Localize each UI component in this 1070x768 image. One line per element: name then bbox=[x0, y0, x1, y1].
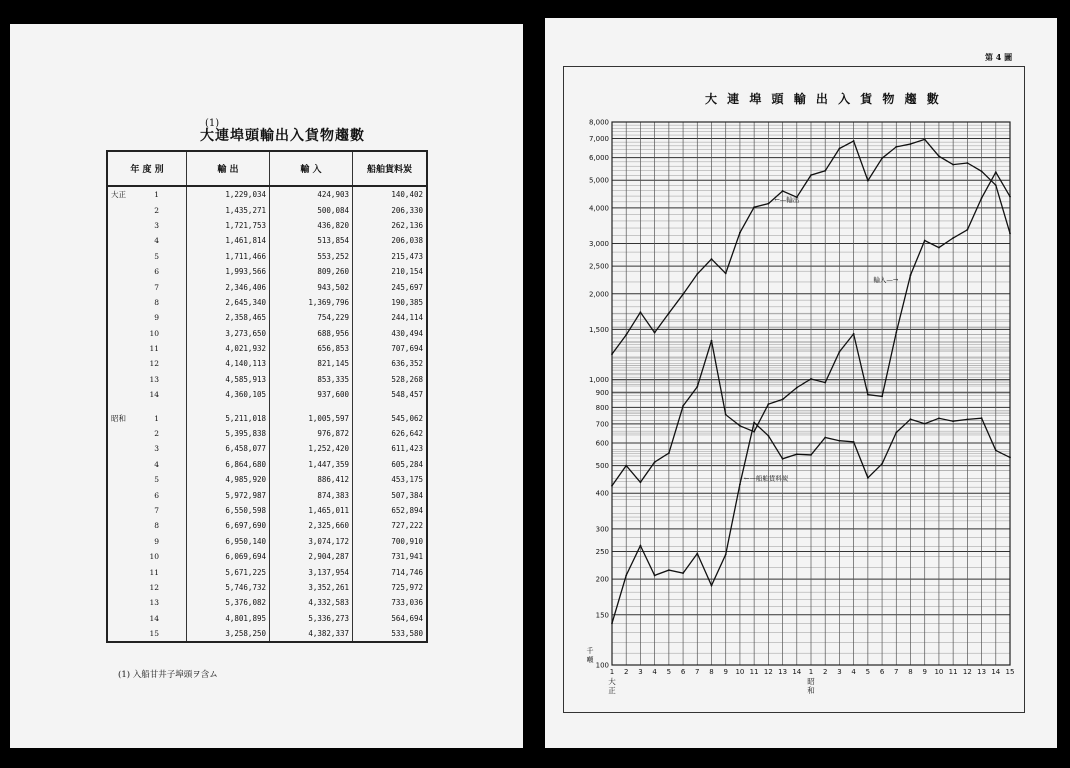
data-point bbox=[696, 553, 698, 555]
data-point bbox=[654, 332, 656, 334]
data-point bbox=[796, 453, 798, 455]
x-tick-label: 12 bbox=[763, 668, 773, 676]
data-point bbox=[910, 143, 912, 145]
unit-label: 噸 bbox=[586, 656, 594, 664]
y-tick-label: 150 bbox=[595, 611, 609, 620]
export-cell: 6,697,690 bbox=[187, 518, 270, 533]
year-label: 13 bbox=[149, 374, 159, 384]
data-point bbox=[611, 622, 613, 624]
export-cell: 2,346,406 bbox=[187, 279, 270, 294]
data-point bbox=[867, 477, 869, 479]
y-tick-label: 250 bbox=[595, 547, 609, 556]
export-cell: 1,711,466 bbox=[187, 249, 270, 264]
import-cell: 500,084 bbox=[270, 202, 353, 217]
coal-cell: 215,473 bbox=[353, 249, 428, 264]
import-cell: 656,853 bbox=[270, 341, 353, 356]
year-label: 3 bbox=[154, 444, 159, 454]
coal-cell: 727,222 bbox=[353, 518, 428, 533]
data-point bbox=[966, 229, 968, 231]
import-cell: 3,352,261 bbox=[270, 580, 353, 595]
coal-cell: 707,694 bbox=[353, 341, 428, 356]
data-point bbox=[696, 273, 698, 275]
coal-cell: 636,352 bbox=[353, 356, 428, 371]
coal-cell: 545,062 bbox=[353, 410, 428, 425]
export-cell: 2,645,340 bbox=[187, 295, 270, 310]
data-point bbox=[725, 414, 727, 416]
data-point bbox=[881, 157, 883, 159]
data-point bbox=[725, 554, 727, 556]
x-tick-label: 13 bbox=[977, 668, 987, 676]
data-point bbox=[782, 458, 784, 460]
y-tick-label: 2,500 bbox=[588, 262, 609, 271]
export-cell: 1,721,753 bbox=[187, 218, 270, 233]
data-point bbox=[611, 485, 613, 487]
import-cell: 2,325,660 bbox=[270, 518, 353, 533]
year-label: 5 bbox=[154, 475, 159, 485]
coal-cell: 605,284 bbox=[353, 457, 428, 472]
coal-cell: 507,384 bbox=[353, 487, 428, 502]
data-point bbox=[995, 450, 997, 452]
data-point bbox=[824, 382, 826, 384]
coal-cell: 611,423 bbox=[353, 441, 428, 456]
export-cell: 6,864,680 bbox=[187, 457, 270, 472]
coal-cell: 206,330 bbox=[353, 202, 428, 217]
header-export: 輸 出 bbox=[187, 151, 270, 186]
coal-cell: 262,136 bbox=[353, 218, 428, 233]
data-point bbox=[1009, 232, 1011, 234]
y-tick-label: 300 bbox=[595, 525, 609, 534]
export-cell: 5,376,082 bbox=[187, 595, 270, 610]
data-point bbox=[938, 417, 940, 419]
y-tick-label: 900 bbox=[595, 389, 609, 398]
export-cell: 1,461,814 bbox=[187, 233, 270, 248]
header-year: 年 度 別 bbox=[107, 151, 187, 186]
import-cell: 436,820 bbox=[270, 218, 353, 233]
coal-cell: 190,385 bbox=[353, 295, 428, 310]
year-label: 5 bbox=[154, 251, 159, 261]
year-label: 10 bbox=[149, 552, 159, 562]
x-tick-label: 10 bbox=[735, 668, 745, 676]
import-cell: 2,904,287 bbox=[270, 549, 353, 564]
data-point bbox=[1009, 196, 1011, 198]
import-cell: 1,447,359 bbox=[270, 457, 353, 472]
data-point bbox=[668, 312, 670, 314]
import-cell: 1,005,597 bbox=[270, 410, 353, 425]
data-point bbox=[753, 206, 755, 208]
x-tick-label: 9 bbox=[922, 668, 927, 676]
data-point bbox=[767, 435, 769, 437]
data-point bbox=[839, 351, 841, 353]
coal-cell: 564,694 bbox=[353, 611, 428, 626]
data-point bbox=[867, 394, 869, 396]
data-point bbox=[952, 164, 954, 166]
data-point bbox=[966, 162, 968, 164]
import-cell: 3,137,954 bbox=[270, 564, 353, 579]
data-point bbox=[739, 425, 741, 427]
x-tick-label: 1 bbox=[808, 668, 814, 676]
x-tick-label: 8 bbox=[908, 668, 913, 676]
import-cell: 943,502 bbox=[270, 279, 353, 294]
data-point bbox=[853, 333, 855, 335]
export-cell: 5,972,987 bbox=[187, 487, 270, 502]
export-cell: 1,229,034 bbox=[187, 186, 270, 202]
data-point bbox=[753, 431, 755, 433]
export-cell: 1,993,566 bbox=[187, 264, 270, 279]
data-point bbox=[625, 575, 627, 577]
x-tick-label: 2 bbox=[822, 668, 828, 676]
export-cell: 4,801,895 bbox=[187, 611, 270, 626]
import-cell: 1,465,011 bbox=[270, 503, 353, 518]
coal-cell: 733,036 bbox=[353, 595, 428, 610]
data-point bbox=[881, 463, 883, 465]
coal-cell: 626,642 bbox=[353, 426, 428, 441]
year-label: 2 bbox=[154, 205, 159, 215]
x-tick-label: 9 bbox=[723, 668, 728, 676]
y-tick-label: 100 bbox=[595, 661, 609, 670]
import-cell: 3,074,172 bbox=[270, 534, 353, 549]
y-tick-label: 1,000 bbox=[588, 376, 609, 385]
export-cell: 4,140,113 bbox=[187, 356, 270, 371]
export-cell: 3,273,650 bbox=[187, 326, 270, 341]
y-tick-label: 6,000 bbox=[588, 154, 609, 163]
coal-cell: 210,154 bbox=[353, 264, 428, 279]
data-point bbox=[867, 180, 869, 182]
era-axis-label: 昭 bbox=[807, 677, 815, 686]
coal-cell: 244,114 bbox=[353, 310, 428, 325]
import-cell: 688,956 bbox=[270, 326, 353, 341]
year-label: 6 bbox=[154, 490, 159, 500]
import-cell: 809,260 bbox=[270, 264, 353, 279]
import-cell: 886,412 bbox=[270, 472, 353, 487]
import-cell: 513,854 bbox=[270, 233, 353, 248]
year-label: 14 bbox=[149, 390, 159, 400]
year-label: 12 bbox=[149, 359, 159, 369]
data-point bbox=[782, 190, 784, 192]
export-cell: 5,211,018 bbox=[187, 410, 270, 425]
coal-cell: 548,457 bbox=[353, 387, 428, 402]
footnote: (1) 入船甘井子埠頭ヲ含ム bbox=[118, 670, 218, 680]
coal-cell: 700,910 bbox=[353, 534, 428, 549]
coal-cell: 725,972 bbox=[353, 580, 428, 595]
year-label: 9 bbox=[154, 536, 159, 546]
export-cell: 4,360,105 bbox=[187, 387, 270, 402]
x-tick-label: 14 bbox=[792, 668, 802, 676]
import-cell: 874,383 bbox=[270, 487, 353, 502]
x-tick-label: 12 bbox=[962, 668, 972, 676]
x-tick-label: 4 bbox=[851, 668, 856, 676]
data-point bbox=[711, 340, 713, 342]
x-tick-label: 4 bbox=[652, 668, 657, 676]
year-label: 2 bbox=[154, 429, 159, 439]
data-point bbox=[739, 483, 741, 485]
era-axis-label: 正 bbox=[608, 686, 616, 695]
data-point bbox=[938, 247, 940, 249]
x-tick-label: 10 bbox=[934, 668, 944, 676]
data-point bbox=[839, 440, 841, 442]
y-tick-label: 400 bbox=[595, 489, 609, 498]
x-tick-label: 14 bbox=[991, 668, 1001, 676]
year-label: 7 bbox=[154, 506, 159, 515]
year-label: 1 bbox=[154, 190, 159, 200]
data-point bbox=[895, 331, 897, 333]
data-point bbox=[895, 146, 897, 148]
data-point bbox=[995, 184, 997, 186]
data-point bbox=[810, 454, 812, 456]
table-title: 大連埠頭輸出入貨物趨數 bbox=[200, 128, 365, 144]
era-axis-label: 和 bbox=[807, 686, 815, 695]
year-label: 4 bbox=[154, 236, 159, 246]
header-coal: 船舶貨料炭 bbox=[353, 151, 428, 186]
import-cell: 553,252 bbox=[270, 249, 353, 264]
data-point bbox=[640, 311, 642, 313]
data-point bbox=[753, 422, 755, 424]
data-point bbox=[824, 437, 826, 439]
series-label: ←—船舶貨料炭 bbox=[743, 474, 789, 483]
era-axis-label: 大 bbox=[608, 677, 616, 686]
y-tick-label: 500 bbox=[595, 462, 609, 471]
data-point bbox=[682, 293, 684, 295]
export-cell: 6,950,140 bbox=[187, 534, 270, 549]
data-point bbox=[824, 170, 826, 172]
y-tick-label: 1,500 bbox=[588, 325, 609, 334]
coal-cell: 528,268 bbox=[353, 372, 428, 387]
import-cell: 853,335 bbox=[270, 372, 353, 387]
y-tick-label: 600 bbox=[595, 439, 609, 448]
year-label: 7 bbox=[154, 282, 159, 292]
x-tick-label: 15 bbox=[1005, 668, 1015, 676]
year-label: 8 bbox=[154, 521, 159, 531]
import-cell: 4,382,337 bbox=[270, 626, 353, 642]
import-cell: 1,369,796 bbox=[270, 295, 353, 310]
coal-cell: 731,941 bbox=[353, 549, 428, 564]
coal-cell: 245,697 bbox=[353, 279, 428, 294]
coal-cell: 453,175 bbox=[353, 472, 428, 487]
export-cell: 4,021,932 bbox=[187, 341, 270, 356]
data-point bbox=[782, 398, 784, 400]
year-label: 9 bbox=[154, 313, 159, 323]
data-point bbox=[668, 569, 670, 571]
export-cell: 1,435,271 bbox=[187, 202, 270, 217]
export-cell: 4,585,913 bbox=[187, 372, 270, 387]
data-point bbox=[682, 405, 684, 407]
figure-number: 第 4 圖 bbox=[985, 52, 1013, 62]
data-point bbox=[739, 232, 741, 234]
export-cell: 2,358,465 bbox=[187, 310, 270, 325]
year-label: 3 bbox=[154, 220, 159, 230]
year-label: 6 bbox=[154, 267, 159, 277]
y-tick-label: 800 bbox=[595, 403, 609, 412]
x-tick-label: 7 bbox=[894, 668, 899, 676]
x-tick-label: 11 bbox=[948, 668, 958, 676]
x-tick-label: 7 bbox=[695, 668, 700, 676]
x-tick-label: 11 bbox=[749, 668, 759, 676]
data-point bbox=[725, 272, 727, 274]
y-tick-label: 5,000 bbox=[588, 176, 609, 185]
data-point bbox=[640, 481, 642, 483]
export-cell: 5,746,732 bbox=[187, 580, 270, 595]
x-tick-label: 13 bbox=[778, 668, 788, 676]
y-tick-label: 4,000 bbox=[588, 204, 609, 213]
data-point bbox=[924, 423, 926, 425]
data-point bbox=[796, 387, 798, 389]
export-cell: 6,069,694 bbox=[187, 549, 270, 564]
coal-cell: 652,894 bbox=[353, 503, 428, 518]
year-label: 11 bbox=[149, 567, 159, 577]
data-point bbox=[938, 155, 940, 157]
y-tick-label: 200 bbox=[595, 575, 609, 584]
data-point bbox=[881, 395, 883, 397]
y-tick-label: 700 bbox=[595, 420, 609, 429]
unit-label: 千 bbox=[586, 647, 594, 655]
data-point bbox=[910, 274, 912, 276]
x-tick-label: 5 bbox=[666, 668, 672, 676]
x-tick-label: 3 bbox=[638, 668, 643, 676]
export-cell: 6,458,077 bbox=[187, 441, 270, 456]
series-label: 輸入—→ bbox=[873, 276, 899, 285]
year-label: 13 bbox=[149, 598, 159, 608]
era-label: 昭和 bbox=[111, 413, 126, 423]
coal-cell: 430,494 bbox=[353, 326, 428, 341]
data-point bbox=[853, 140, 855, 142]
data-point bbox=[1009, 457, 1011, 459]
y-tick-label: 3,000 bbox=[588, 240, 609, 249]
import-cell: 5,336,273 bbox=[270, 611, 353, 626]
import-cell: 1,252,420 bbox=[270, 441, 353, 456]
data-point bbox=[924, 240, 926, 242]
data-point bbox=[952, 420, 954, 422]
data-point bbox=[640, 545, 642, 547]
y-tick-label: 8,000 bbox=[588, 118, 609, 127]
export-cell: 3,258,250 bbox=[187, 626, 270, 642]
x-tick-label: 6 bbox=[680, 668, 686, 676]
year-label: 15 bbox=[149, 629, 159, 639]
import-cell: 424,903 bbox=[270, 186, 353, 202]
data-point bbox=[668, 452, 670, 454]
data-point bbox=[696, 386, 698, 388]
chart-title: 大 連 埠 頭 輸 出 入 貨 物 趨 數 bbox=[705, 92, 942, 106]
import-cell: 4,332,583 bbox=[270, 595, 353, 610]
data-point bbox=[839, 148, 841, 150]
data-point bbox=[966, 418, 968, 420]
title-footnote-mark: (1) bbox=[205, 118, 220, 129]
data-point bbox=[625, 465, 627, 467]
import-cell: 937,600 bbox=[270, 387, 353, 402]
data-point bbox=[654, 461, 656, 463]
data-point bbox=[952, 237, 954, 239]
data-point bbox=[767, 403, 769, 405]
data-point bbox=[981, 170, 983, 172]
year-label: 10 bbox=[149, 328, 159, 338]
export-cell: 6,550,598 bbox=[187, 503, 270, 518]
data-point bbox=[924, 139, 926, 141]
data-point bbox=[981, 417, 983, 419]
import-cell: 821,145 bbox=[270, 356, 353, 371]
export-cell: 4,985,920 bbox=[187, 472, 270, 487]
data-point bbox=[810, 174, 812, 176]
x-tick-label: 6 bbox=[879, 668, 885, 676]
x-tick-label: 8 bbox=[709, 668, 714, 676]
header-import: 輸 入 bbox=[270, 151, 353, 186]
export-cell: 5,671,225 bbox=[187, 564, 270, 579]
x-tick-label: 2 bbox=[623, 668, 629, 676]
data-point bbox=[995, 171, 997, 173]
data-point bbox=[895, 432, 897, 434]
data-point bbox=[611, 353, 613, 355]
data-point bbox=[981, 197, 983, 199]
year-label: 1 bbox=[154, 413, 159, 423]
data-point bbox=[810, 378, 812, 380]
data-point bbox=[682, 572, 684, 574]
y-tick-label: 7,000 bbox=[588, 135, 609, 144]
era-label: 大正 bbox=[111, 190, 126, 200]
data-point bbox=[910, 418, 912, 420]
import-cell: 976,872 bbox=[270, 426, 353, 441]
data-point bbox=[711, 258, 713, 260]
export-cell: 5,395,838 bbox=[187, 426, 270, 441]
data-point bbox=[767, 203, 769, 205]
coal-cell: 206,038 bbox=[353, 233, 428, 248]
series-label: ←—輸出 bbox=[774, 195, 800, 204]
year-label: 14 bbox=[149, 613, 159, 623]
coal-cell: 533,580 bbox=[353, 626, 428, 642]
coal-cell: 140,402 bbox=[353, 186, 428, 202]
data-point bbox=[654, 575, 656, 577]
year-label: 8 bbox=[154, 297, 159, 307]
x-tick-label: 5 bbox=[865, 668, 871, 676]
year-label: 11 bbox=[149, 344, 159, 354]
year-label: 4 bbox=[154, 459, 159, 469]
data-point bbox=[853, 441, 855, 443]
import-cell: 754,229 bbox=[270, 310, 353, 325]
y-tick-label: 2,000 bbox=[588, 290, 609, 299]
x-tick-label: 3 bbox=[837, 668, 842, 676]
coal-cell: 714,746 bbox=[353, 564, 428, 579]
x-tick-label: 1 bbox=[609, 668, 615, 676]
data-point bbox=[711, 585, 713, 587]
data-point bbox=[625, 334, 627, 336]
year-label: 12 bbox=[149, 582, 159, 592]
